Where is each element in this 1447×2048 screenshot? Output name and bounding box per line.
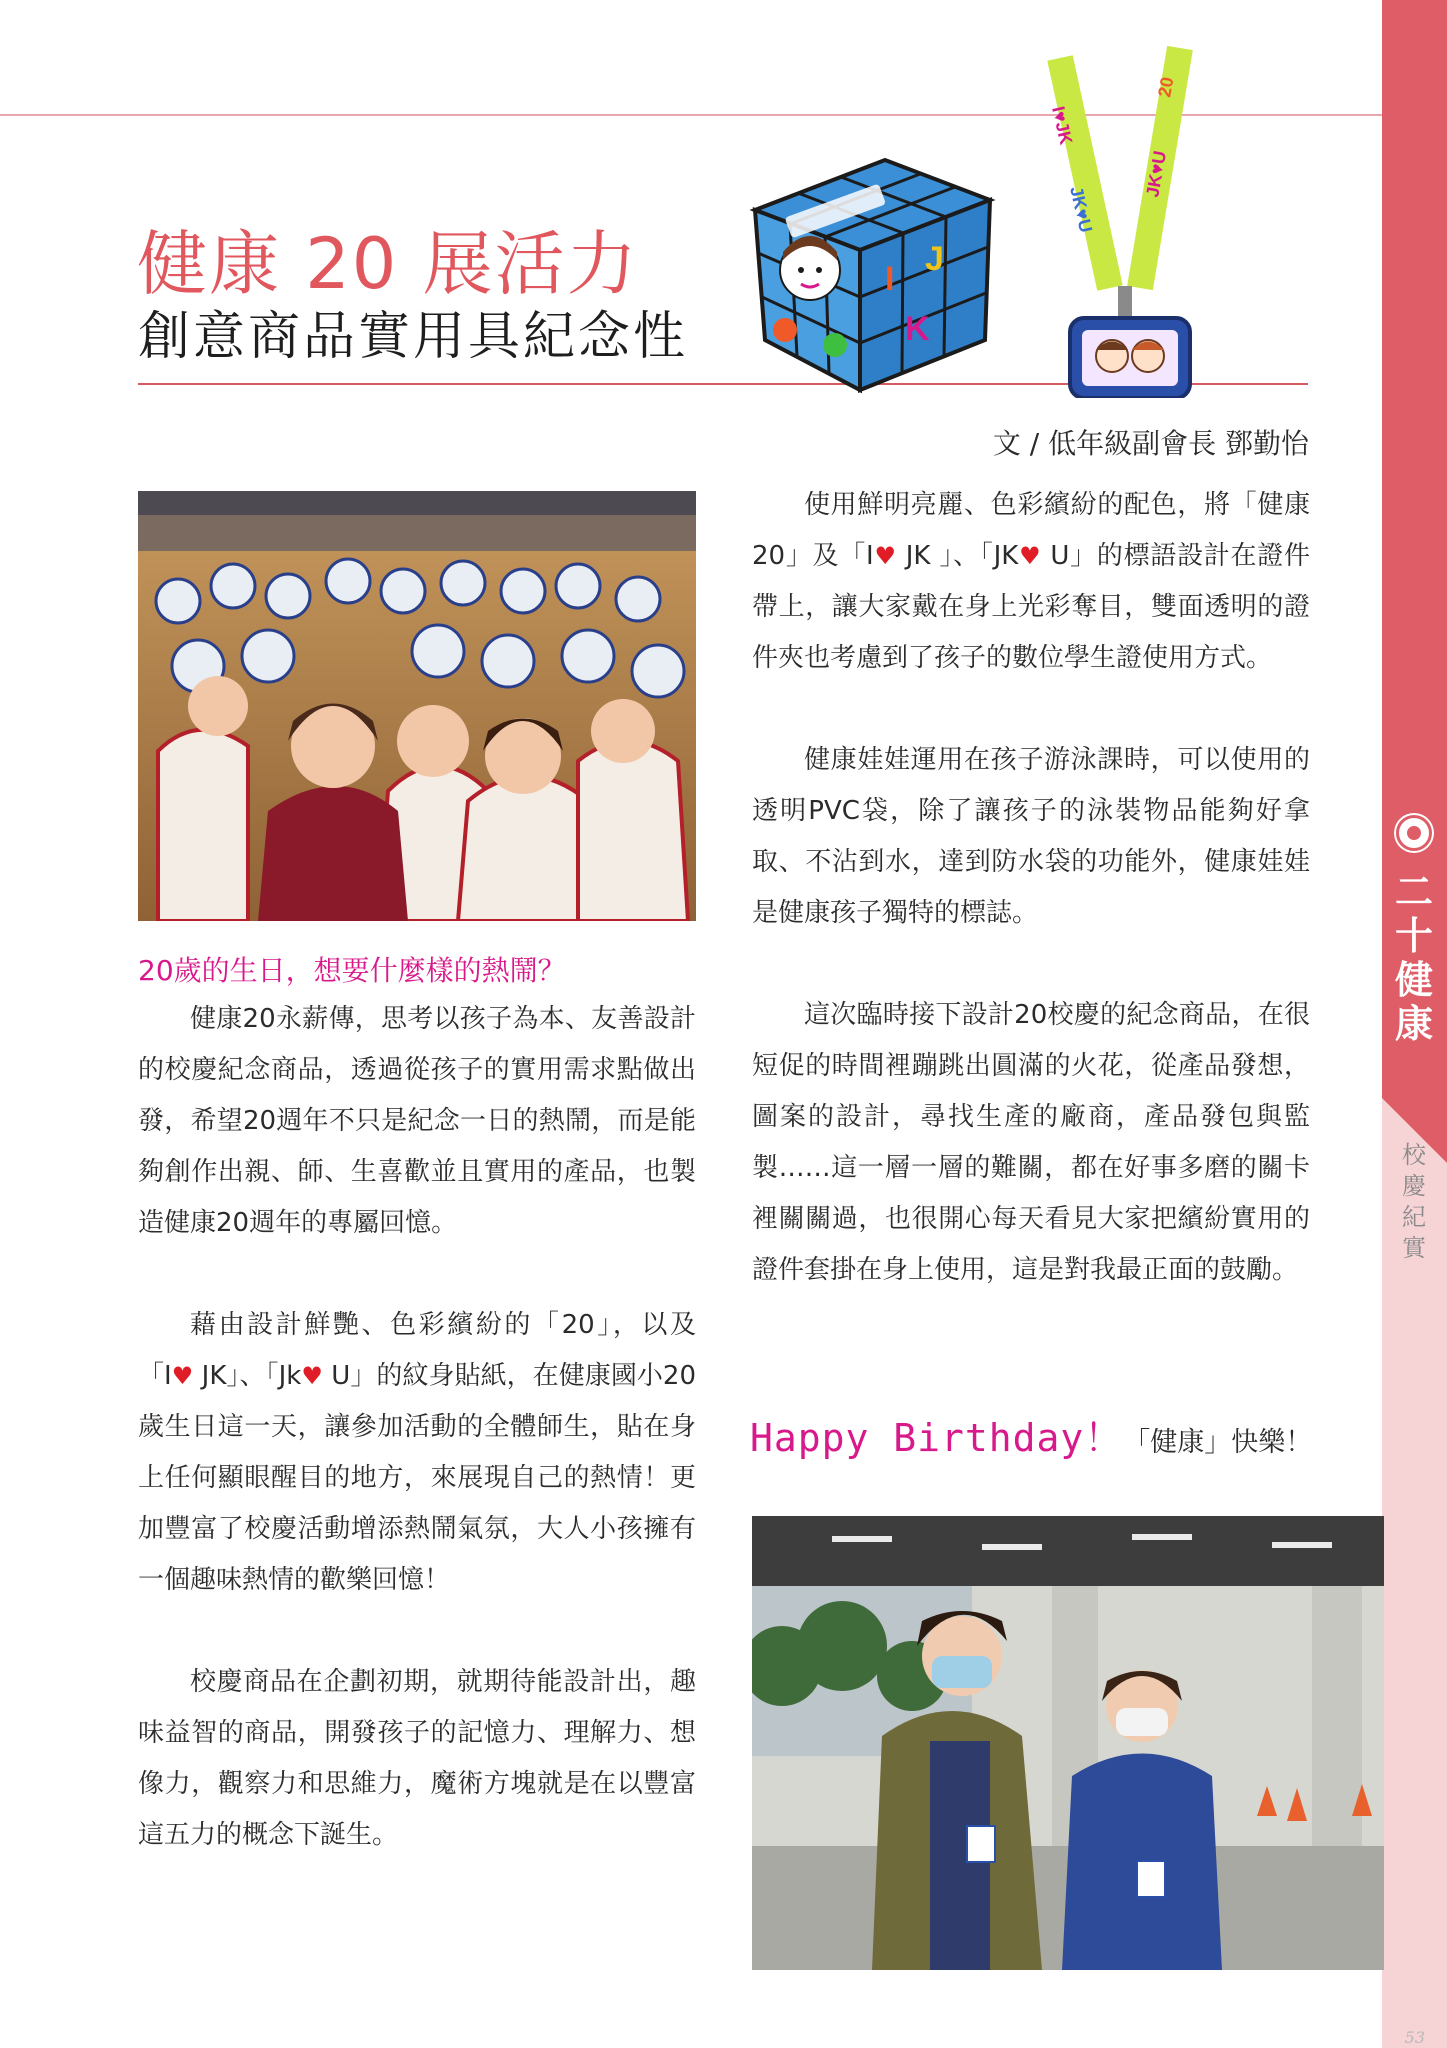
svg-text:K: K — [905, 310, 930, 348]
lanyard-illustration — [1030, 38, 1240, 398]
svg-text:J: J — [925, 240, 944, 278]
sidebar-title: 二十健康 — [1394, 869, 1433, 1046]
left-paragraph-2-part-b: JK」、「Jk — [193, 1361, 302, 1391]
left-paragraph-3: 校慶商品在企劃初期，就期待能設計出，趣味益智的商品，開發孩子的記憶力、理解力、想像力，觀察力和思維力，魔術方塊就是在以豐富這五力的概念下誕生。 — [138, 1667, 696, 1850]
svg-text:I♥JK: I♥JK — [1048, 104, 1077, 147]
author-byline: 文 / 低年級副會長 鄧勤怡 — [992, 427, 1309, 460]
heart-icon: ♥ — [301, 1362, 323, 1390]
staff-photo — [752, 1516, 1384, 1970]
left-paragraph-2 — [138, 1300, 696, 1606]
magic-cube-illustration — [735, 140, 1005, 410]
closing-text: 「健康」快樂！ — [1123, 1427, 1313, 1458]
svg-text:I: I — [885, 260, 895, 298]
heart-icon: ♥ — [873, 542, 897, 570]
right-paragraph-1 — [752, 480, 1310, 684]
page-number: 53 — [1404, 2028, 1425, 2047]
svg-text:JK♥U: JK♥U — [1066, 184, 1097, 235]
sidebar-subtitle: 校慶紀實 — [1402, 1141, 1426, 1262]
svg-text:20: 20 — [1154, 75, 1178, 99]
happy-birthday-text: Happy Birthday！ — [750, 1416, 1124, 1460]
svg-text:JK♥U: JK♥U — [1142, 149, 1171, 199]
right-paragraph-1-part-b: JK 」、「JK — [896, 541, 1019, 571]
section-heading: 20歲的生日，想要什麼樣的熱鬧？ — [138, 954, 566, 987]
left-paragraph-1: 健康20永薪傳，思考以孩子為本、友善設計的校慶紀念商品，透過從孩子的實用需求點做出發，希望20週年不只是紀念一日的熱鬧，而是能夠創作出親、師、生喜歡並且實用的產品，也製造健康20週年的專屬回憶。 — [138, 1004, 696, 1238]
left-column — [138, 994, 696, 1861]
right-paragraph-1-part-c: U」的標語設計在證件帶上，讓大家戴在身上光彩奪目，雙面透明的證件夾也考慮到了孩子的數位學生證使用方式。 — [752, 541, 1311, 673]
article-title: 健康 20 展活力 — [137, 223, 639, 305]
right-paragraph-1-part-a: 使用鮮明亮麗、色彩繽紛的配色，將「健康20」及「I — [752, 490, 1310, 571]
right-column — [752, 480, 1310, 1296]
closing-line — [750, 1407, 1312, 1462]
article-subtitle: 創意商品實用具紀念性 — [138, 307, 689, 367]
right-paragraph-2: 健康娃娃運用在孩子游泳課時，可以使用的透明PVC袋，除了讓孩子的泳裝物品能夠好拿取、不沾到水，達到防水袋的功能外，健康娃娃是健康孩子獨特的標誌。 — [752, 745, 1310, 928]
school-emblem-icon — [1396, 815, 1432, 851]
heart-icon: ♥ — [1018, 542, 1042, 570]
heart-icon: ♥ — [171, 1362, 194, 1390]
left-paragraph-2-part-a: 藉由設計鮮艷、色彩繽紛的「20」，以及「I — [138, 1310, 696, 1391]
right-paragraph-3: 這次臨時接下設計20校慶的紀念商品，在很短促的時間裡蹦跳出圓滿的火花，從產品發想，圖案的設計，尋找生產的廠商，產品發包與監製……這一層一層的難關，都在好事多磨的關卡裡關關過，也很開心每天看見大家把繽紛實用的證件套掛在身上使用，這是對我最正面的鼓勵。 — [752, 1000, 1310, 1285]
children-group-photo — [138, 491, 696, 921]
left-paragraph-2-part-c: U」的紋身貼紙，在健康國小20歲生日這一天，讓參加活動的全體師生，貼在身上任何顯眼醒目的地方，來展現自己的熱情！更加豐富了校慶活動增添熱鬧氣氛，大人小孩擁有一個趣味熱情的歡樂回憶！ — [138, 1361, 697, 1595]
